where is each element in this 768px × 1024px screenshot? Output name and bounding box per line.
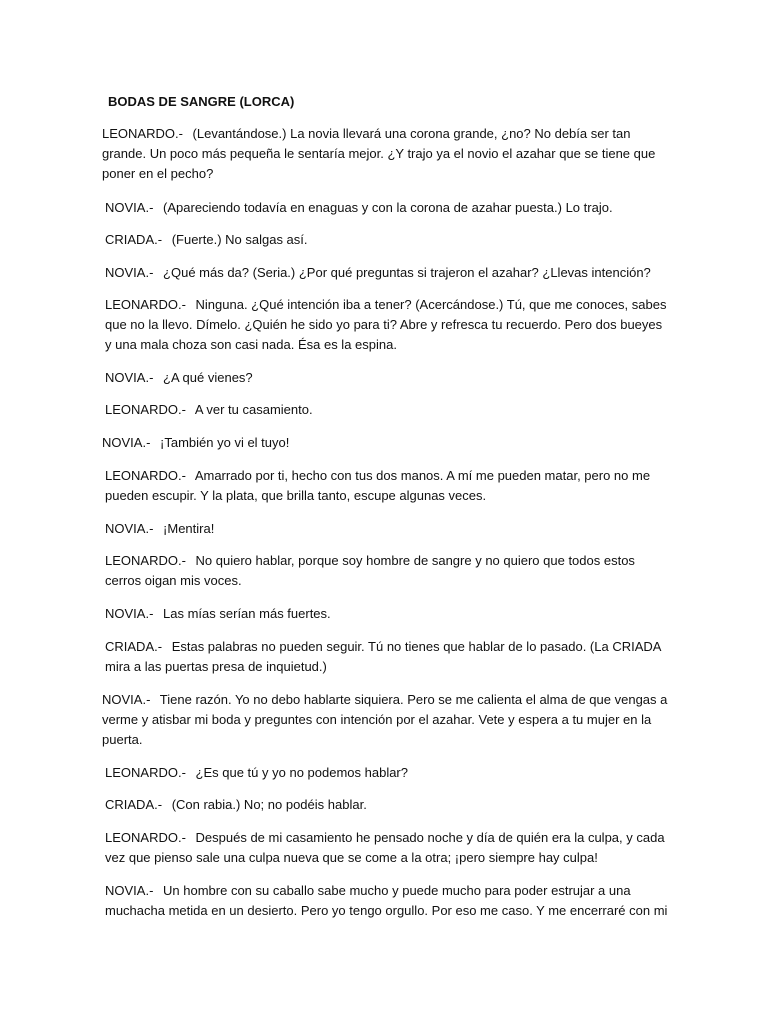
dialogue-paragraph — [102, 124, 668, 184]
speaker-name: LEONARDO.- — [105, 402, 186, 417]
dialogue-paragraph — [105, 230, 671, 250]
dialogue-text: ¡También yo vi el tuyo! — [160, 435, 290, 450]
dialogue-paragraph — [105, 828, 671, 868]
dialogue-paragraph — [102, 433, 668, 453]
speaker-name: NOVIA.- — [102, 435, 151, 450]
dialogue-text: Tiene razón. Yo no debo hablarte siquiera. Pero se me calienta el alma de que vengas a verme y atisbar mi boda y preguntes con intención por el azahar. Vete y espera a tu mujer en la puerta. — [102, 692, 668, 747]
speaker-name: LEONARDO.- — [105, 830, 186, 845]
speaker-name: LEONARDO.- — [105, 553, 186, 568]
dialogue-paragraph — [105, 763, 671, 783]
dialogue-paragraph — [105, 400, 671, 420]
dialogue-text: No quiero hablar, porque soy hombre de sangre y no quiero que todos estos cerros oigan mis voces. — [105, 553, 635, 588]
dialogue-text: (Apareciendo todavía en enaguas y con la corona de azahar puesta.) Lo trajo. — [163, 200, 613, 215]
dialogue-paragraph — [105, 637, 671, 677]
speaker-name: NOVIA.- — [105, 606, 154, 621]
dialogue-text: Estas palabras no pueden seguir. Tú no tienes que hablar de lo pasado. (La CRIADA mira a las puertas presa de inquietud.) — [105, 639, 661, 674]
speaker-name: NOVIA.- — [105, 521, 154, 536]
dialogue-paragraph — [105, 198, 671, 218]
dialogue-paragraph — [105, 519, 671, 539]
dialogue-paragraph — [105, 881, 671, 921]
dialogue-text: Ninguna. ¿Qué intención iba a tener? (Acercándose.) Tú, que me conoces, sabes que no la llevo. Dímelo. ¿Quién he sido yo para ti? Abre y refresca tu recuerdo. Pero dos bueyes y una mala choza son casi nada. Ésa es la espina. — [105, 297, 667, 352]
dialogue-paragraph — [105, 551, 671, 591]
speaker-name: NOVIA.- — [105, 200, 154, 215]
dialogue-text: ¡Mentira! — [163, 521, 215, 536]
dialogue-paragraph — [105, 795, 671, 815]
dialogue-paragraph — [105, 368, 671, 388]
dialogue-paragraph — [105, 263, 671, 283]
dialogue-text: (Fuerte.) No salgas así. — [171, 232, 308, 247]
speaker-name: LEONARDO.- — [105, 765, 186, 780]
dialogue-text: Después de mi casamiento he pensado noche y día de quién era la culpa, y cada vez que pienso sale una culpa nueva que se come a la otra; ¡pero siempre hay culpa! — [105, 830, 665, 865]
speaker-name: LEONARDO.- — [105, 297, 186, 312]
speaker-name: NOVIA.- — [105, 883, 154, 898]
speaker-name: LEONARDO.- — [105, 468, 186, 483]
speaker-name: NOVIA.- — [105, 265, 154, 280]
dialogue-text: Amarrado por ti, hecho con tus dos manos. A mí me pueden matar, pero no me pueden escupir. Y la plata, que brilla tanto, escupe algunas veces. — [105, 468, 651, 503]
dialogue-text: (Levantándose.) La novia llevará una corona grande, ¿no? No debía ser tan grande. Un poco más pequeña le sentaría mejor. ¿Y trajo ya el novio el azahar que se tiene que poner en el pecho? — [102, 126, 656, 181]
document-title: BODAS DE SANGRE (LORCA) — [108, 94, 295, 109]
dialogue-paragraph — [105, 295, 671, 355]
speaker-name: NOVIA.- — [105, 370, 154, 385]
dialogue-text: ¿Qué más da? (Seria.) ¿Por qué preguntas si trajeron el azahar? ¿Llevas intención? — [163, 265, 651, 280]
speaker-name: NOVIA.- — [102, 692, 151, 707]
dialogue-paragraph — [102, 690, 668, 750]
speaker-name: CRIADA.- — [105, 232, 163, 247]
dialogue-text: A ver tu casamiento. — [194, 402, 313, 417]
dialogue-text: Un hombre con su caballo sabe mucho y puede mucho para poder estrujar a una muchacha metida en un desierto. Pero yo tengo orgullo. Por eso me caso. Y me encerraré con mi — [105, 883, 668, 918]
dialogue-text: Las mías serían más fuertes. — [163, 606, 331, 621]
dialogue-paragraph — [105, 604, 671, 624]
speaker-name: CRIADA.- — [105, 639, 163, 654]
dialogue-text: ¿Es que tú y yo no podemos hablar? — [195, 765, 408, 780]
dialogue-text: (Con rabia.) No; no podéis hablar. — [171, 797, 367, 812]
dialogue-paragraph — [105, 466, 671, 506]
speaker-name: LEONARDO.- — [102, 126, 183, 141]
dialogue-text: ¿A qué vienes? — [163, 370, 253, 385]
speaker-name: CRIADA.- — [105, 797, 163, 812]
